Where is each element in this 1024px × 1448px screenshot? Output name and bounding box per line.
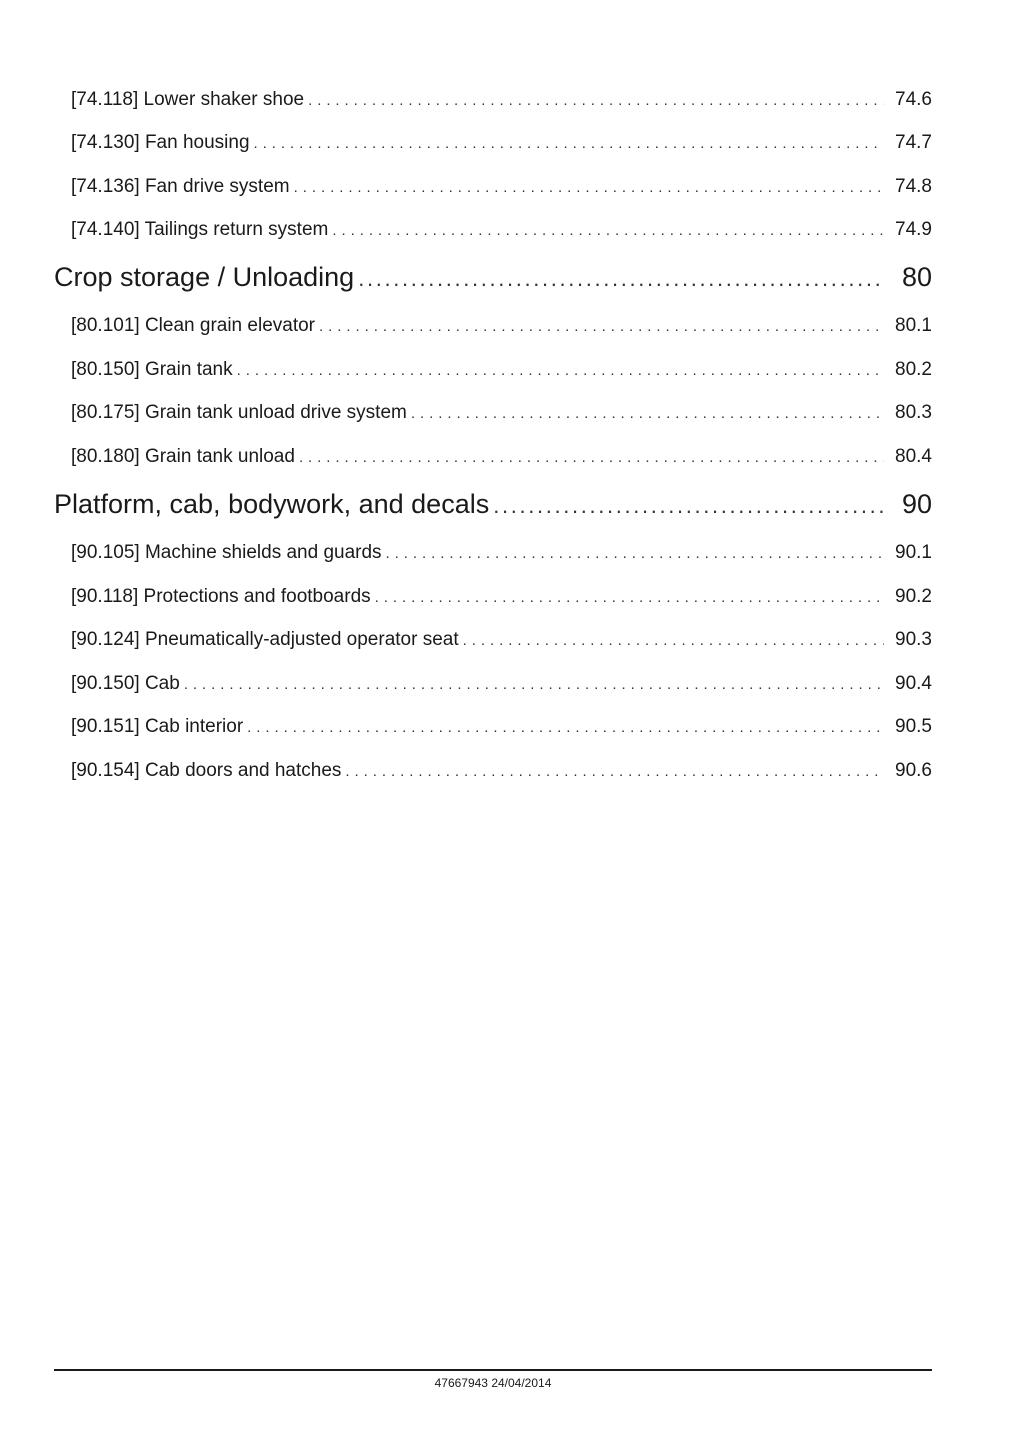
toc-entry-label: [74.140] Tailings return system — [71, 219, 329, 240]
toc-entry-80-175[interactable] — [54, 402, 932, 424]
dot-leader — [184, 676, 884, 693]
toc-section-platform-cab[interactable] — [54, 489, 932, 520]
dot-leader — [463, 632, 884, 649]
toc-section-label: Crop storage / Unloading — [54, 262, 355, 292]
toc-entry-page: 74.8 — [895, 176, 932, 197]
toc-entry-page: 74.9 — [895, 219, 932, 240]
dot-leader — [332, 222, 884, 239]
toc-entry-page: 80.4 — [895, 446, 932, 467]
dot-leader — [254, 135, 884, 152]
toc-entry-label: [74.118] Lower shaker shoe — [71, 89, 305, 110]
toc-section-label: Platform, cab, bodywork, and decals — [54, 489, 490, 519]
toc-section-page: 90 — [901, 489, 932, 519]
toc-entry-90-150[interactable] — [54, 673, 932, 695]
toc-entry-74-136[interactable] — [54, 176, 932, 198]
toc-entry-label: [80.180] Grain tank unload — [71, 446, 295, 467]
toc-entry-90-151[interactable] — [54, 716, 932, 738]
toc-entry-label: [80.175] Grain tank unload drive system — [71, 402, 407, 423]
toc-entry-page: 90.3 — [895, 629, 932, 650]
toc-entry-90-124[interactable] — [54, 629, 932, 651]
toc-entry-page: 90.5 — [895, 716, 932, 737]
dot-leader — [299, 449, 884, 466]
dot-leader — [345, 763, 884, 780]
toc-entry-label: [90.118] Protections and footboards — [71, 586, 371, 607]
footer-document-id: 47667943 24/04/2014 — [434, 1376, 552, 1390]
toc-entry-90-105[interactable] — [54, 542, 932, 564]
toc-entry-label: [90.105] Machine shields and guards — [71, 542, 382, 563]
toc-entry-90-154[interactable] — [54, 760, 932, 782]
dot-leader — [247, 719, 884, 736]
toc-entry-74-130[interactable] — [54, 132, 932, 154]
dot-leader — [386, 545, 884, 562]
toc-section-crop-storage[interactable] — [54, 262, 932, 293]
toc-entry-page: 74.7 — [895, 132, 932, 153]
dot-leader — [358, 266, 884, 292]
toc-entry-label: [80.150] Grain tank — [71, 359, 233, 380]
dot-leader — [294, 179, 884, 196]
dot-leader — [237, 362, 884, 379]
toc-entry-page: 80.2 — [895, 359, 932, 380]
footer-divider — [54, 1369, 932, 1371]
toc-entry-80-180[interactable] — [54, 446, 932, 468]
toc-entry-80-150[interactable] — [54, 359, 932, 381]
toc-section-page: 80 — [901, 262, 932, 292]
dot-leader — [308, 92, 884, 109]
toc-entry-90-118[interactable] — [54, 586, 932, 608]
toc-entry-page: 90.4 — [895, 673, 932, 694]
toc-entry-page: 90.2 — [895, 586, 932, 607]
toc-entry-74-118[interactable] — [54, 89, 932, 111]
toc-entry-label: [74.136] Fan drive system — [71, 176, 290, 197]
toc-entry-label: [90.154] Cab doors and hatches — [71, 760, 342, 781]
toc-entry-74-140[interactable] — [54, 219, 932, 241]
toc-entry-page: 90.1 — [895, 542, 932, 563]
toc-entry-label: [80.101] Clean grain elevator — [71, 315, 315, 336]
toc-entry-label: [90.124] Pneumatically-adjusted operator seat — [71, 629, 459, 650]
dot-leader — [375, 589, 884, 606]
dot-leader — [493, 493, 884, 519]
toc-entry-label: [74.130] Fan housing — [71, 132, 250, 153]
toc-entry-label: [90.150] Cab — [71, 673, 180, 694]
toc-entry-label: [90.151] Cab interior — [71, 716, 244, 737]
toc-entry-page: 80.1 — [895, 315, 932, 336]
toc-entry-page: 74.6 — [895, 89, 932, 110]
toc-entry-page: 80.3 — [895, 402, 932, 423]
dot-leader — [319, 318, 884, 335]
dot-leader — [411, 405, 884, 422]
toc-entry-page: 90.6 — [895, 760, 932, 781]
toc-entry-80-101[interactable] — [54, 315, 932, 337]
